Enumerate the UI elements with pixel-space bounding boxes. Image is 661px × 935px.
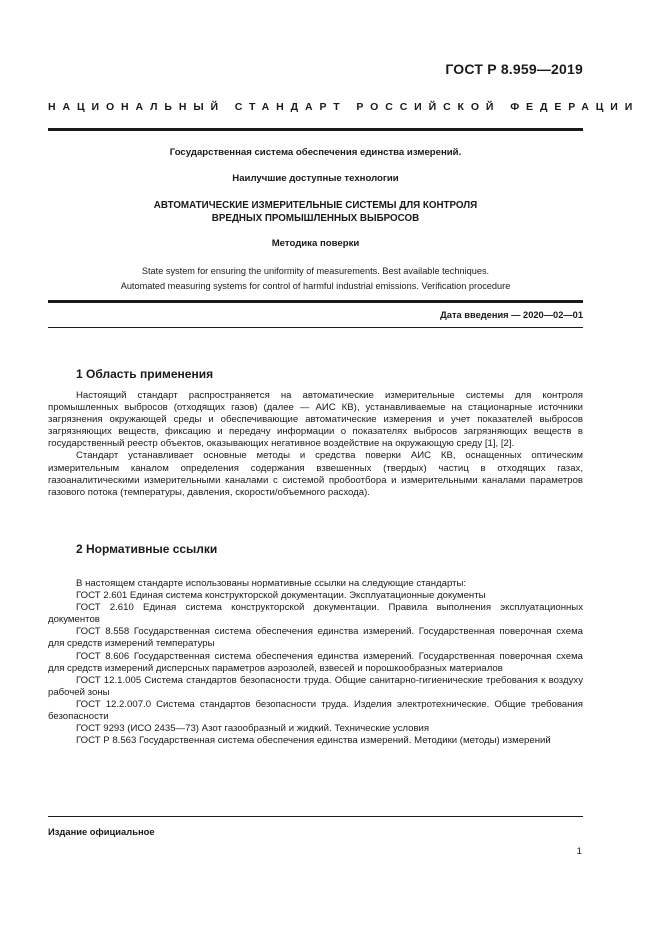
footer-divider	[48, 816, 583, 817]
main-title	[48, 199, 583, 225]
document-code: ГОСТ Р 8.959—2019	[445, 61, 583, 77]
page-number: 1	[576, 846, 582, 857]
reference-item: ГОСТ 2.601 Единая система конструкторской документации. Эксплуатационные документы	[76, 590, 486, 602]
reference-item: ГОСТ 8.606 Государственная система обеспечения единства измерений. Государственная поверочная схема для средств измерений дисперсных параметров аэрозолей, взвесей и порошкообразных материалов	[48, 650, 583, 674]
main-title-line-1: АВТОМАТИЧЕСКИЕ ИЗМЕРИТЕЛЬНЫЕ СИСТЕМЫ ДЛЯ КОНТРОЛЯ	[153, 200, 478, 211]
title-bottom-divider	[48, 300, 583, 303]
reference-item: ГОСТ 8.558 Государственная система обеспечения единства измерений. Государственная поверочная схема для средств измерений температуры	[48, 626, 583, 650]
reference-item: ГОСТ 12.2.007.0 Система стандартов безопасности труда. Изделия электротехнические. Общие требования безопасности	[48, 698, 583, 723]
technologies-title: Наилучшие доступные технологии	[232, 173, 399, 184]
reference-item: ГОСТ 2.610 Единая система конструкторской документации. Правила выполнения эксплуатационных документов	[48, 602, 583, 626]
official-edition-label: Издание официальное	[48, 826, 155, 837]
section-1-title: 1 Область применения	[76, 367, 214, 381]
introduction-date: Дата введения — 2020—02—01	[440, 310, 583, 320]
english-title-line-2: Automated measuring systems for control of harmful industrial emissions. Verification procedure	[120, 280, 511, 291]
section-1-paragraph-1: Настоящий стандарт распространяется на автоматические измерительные системы для контроля промышленных выбросов (отходящих газов) (далее — АИС КВ), устанавливаемые на стационарные источники загрязнения окружающей среды и обеспечивающие автоматические измерения и учет показателей выбросов загрязняющих веществ, фиксацию и передачу информации о показателях выбросов загрязняющих веществ в государственный реестр объектов, оказывающих негативное воздействие на окружающую среду [1], [2].	[48, 390, 583, 450]
section-2-title: 2 Нормативные ссылки	[76, 542, 218, 556]
national-standard-title: НАЦИОНАЛЬНЫЙ СТАНДАРТ РОССИЙСКОЙ ФЕДЕРАЦИИ	[48, 101, 640, 113]
system-title: Государственная система обеспечения единства измерений.	[169, 147, 462, 158]
section-2-body	[48, 578, 583, 747]
reference-item: ГОСТ Р 8.563 Государственная система обеспечения единства измерений. Методики (методы) измерений	[76, 735, 551, 747]
reference-item: ГОСТ 9293 (ИСО 2435—73) Азот газообразный и жидкий. Технические условия	[76, 723, 430, 735]
method-title: Методика поверки	[271, 238, 360, 249]
date-divider	[48, 327, 583, 328]
main-title-line-2: ВРЕДНЫХ ПРОМЫШЛЕННЫХ ВЫБРОСОВ	[211, 213, 420, 224]
english-title-line-1: State system for ensuring the uniformity of measurements. Best available techniques.	[141, 266, 490, 276]
section-1-body	[48, 390, 583, 499]
top-divider	[48, 128, 583, 131]
section-1-paragraph-2: Стандарт устанавливает основные методы и средства поверки АИС КВ, оснащенных оптическим измерительным каналом определения содержания взвешенных (твердых) частиц в отходящих газах, газоаналитическими измерительными каналами с системой пробоотбора и измерительными каналами параметров газового потока (температуры, давления, скорости/объемного расхода).	[48, 450, 583, 498]
reference-item: ГОСТ 12.1.005 Система стандартов безопасности труда. Общие санитарно-гигиенические требования к воздуху рабочей зоны	[48, 674, 583, 698]
english-title	[48, 264, 583, 293]
section-2-intro: В настоящем стандарте использованы нормативные ссылки на следующие стандарты:	[76, 578, 467, 589]
